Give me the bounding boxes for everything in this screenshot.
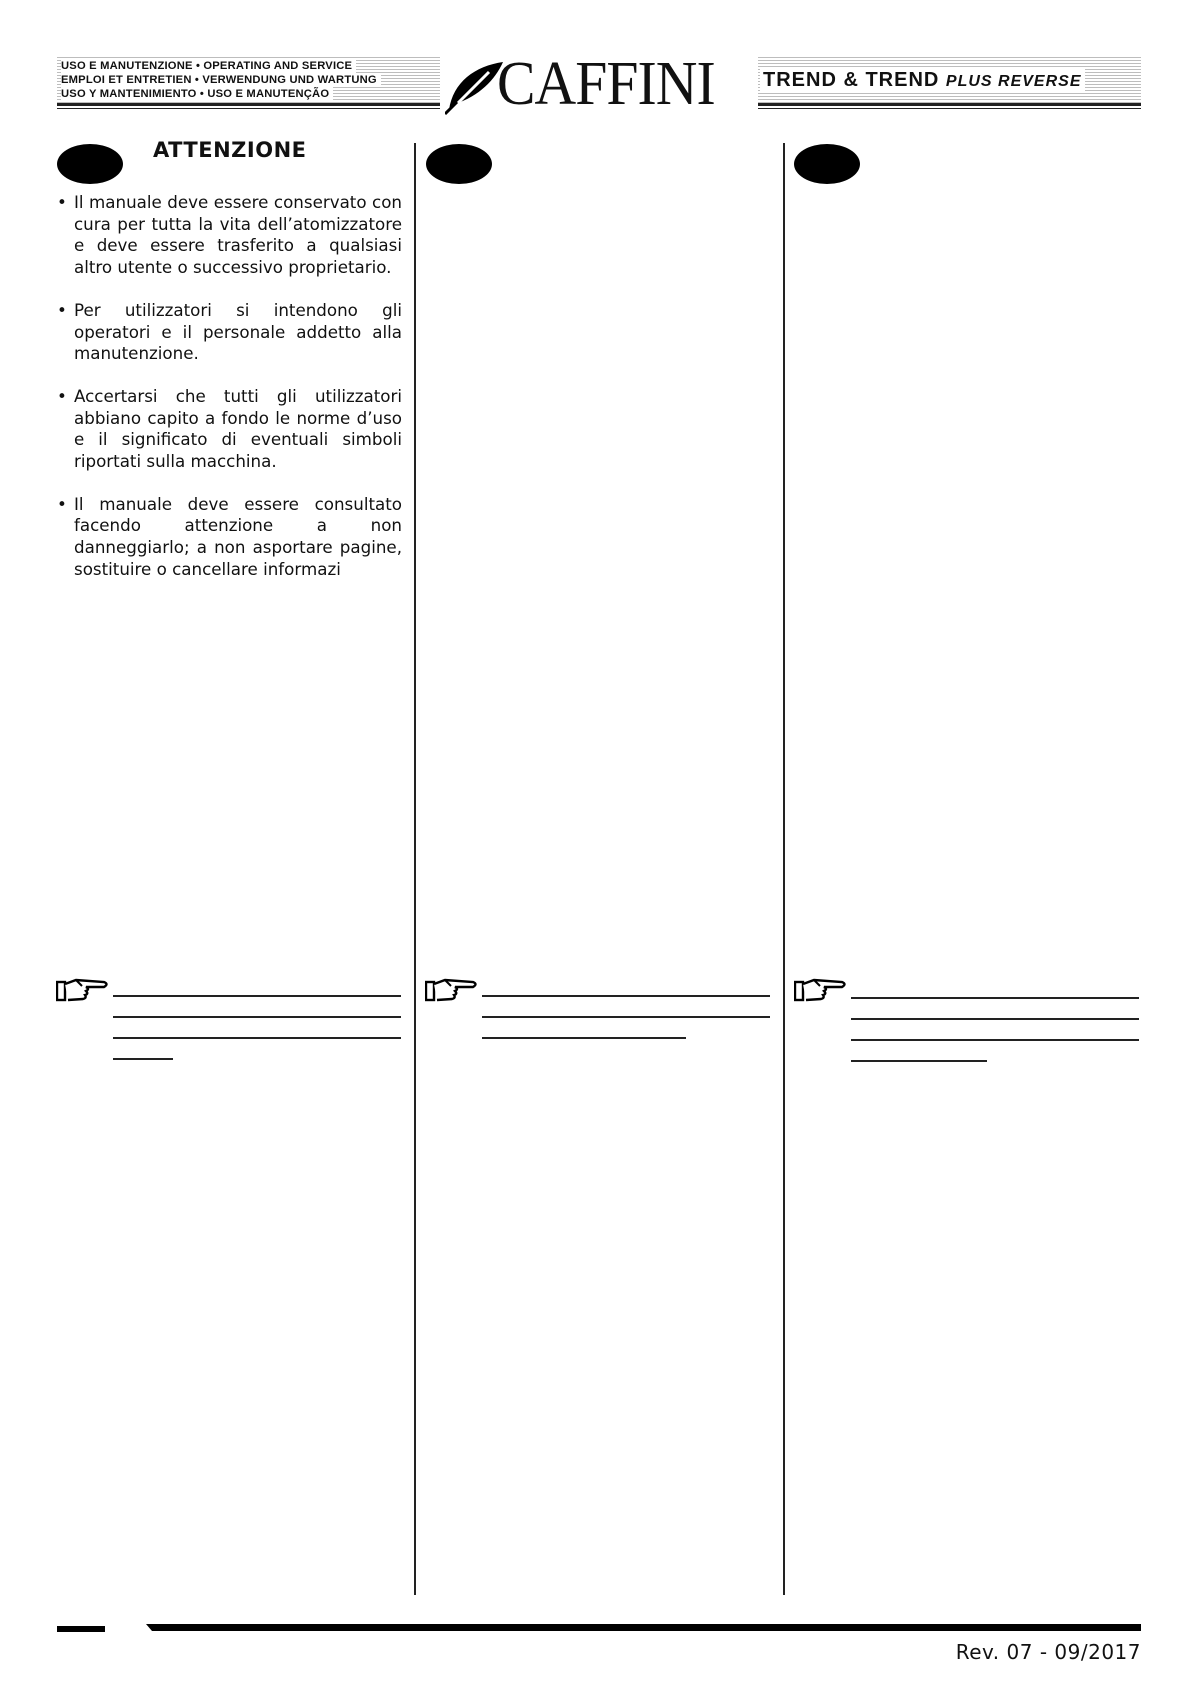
note-line: [851, 1060, 987, 1062]
note-line: [113, 1058, 173, 1060]
note-area: [425, 972, 772, 1092]
logo-wordmark: CAFFINI: [497, 50, 715, 118]
language-flag-icon: [426, 144, 492, 184]
note-line: [851, 997, 1139, 999]
pointing-hand-icon: [794, 976, 848, 1004]
product-name: TREND & TREND: [763, 69, 940, 91]
language-flag-icon: [57, 144, 123, 184]
bullet-list: [57, 192, 402, 602]
header-line-1: USO E MANUTENZIONE • OPERATING AND SERVICE: [61, 59, 356, 73]
header-line-3: USO Y MANTENIMIENTO • USO E MANUTENÇÃO: [61, 87, 333, 101]
note-line: [113, 1037, 401, 1039]
header-rule-thin: [57, 108, 440, 109]
note-line: [851, 1018, 1139, 1020]
caffini-logo: [445, 52, 755, 116]
pointing-hand-icon: [56, 976, 110, 1004]
list-item: • Il manuale deve essere consultato facendo attenzione a non danneggiarlo; a non asportare pagine, sostituire o cancellare informazi: [57, 494, 402, 581]
header-right-block: [758, 55, 1141, 111]
header-manual-titles: [61, 59, 381, 101]
note-area: [56, 972, 403, 1092]
note-line: [851, 1039, 1139, 1041]
note-line: [482, 1016, 770, 1018]
column-divider: [783, 143, 785, 1595]
leaf-icon: [445, 52, 505, 116]
list-item: • Per utilizzatori si intendono gli operatori e il personale addetto alla manutenzione.: [57, 300, 402, 365]
revision-label: Rev. 07 - 09/2017: [955, 1640, 1141, 1664]
header-rule: [758, 103, 1141, 106]
column-divider: [414, 143, 416, 1595]
language-flag-icon: [794, 144, 860, 184]
list-item: • Il manuale deve essere conservato con cura per tutta la vita dell’atomizzatore e deve essere trasferito a qualsiasi altro utente o successivo proprietario.: [57, 192, 402, 279]
pointing-hand-icon: [425, 976, 479, 1004]
note-line: [482, 1037, 686, 1039]
footer-bar-left: [57, 1626, 105, 1632]
list-item: • Accertarsi che tutti gli utilizzatori abbiano capito a fondo le norme d’uso e il significato di eventuali simboli riportati sulla macchina.: [57, 386, 402, 473]
product-title: [760, 69, 1085, 92]
header-left-block: [57, 55, 440, 111]
header-line-2: EMPLOI ET ENTRETIEN • VERWENDUNG UND WARTUNG: [61, 73, 381, 87]
footer-bar: [146, 1624, 1141, 1631]
header-rule: [57, 103, 440, 106]
note-line: [113, 1016, 401, 1018]
note-area: [794, 972, 1141, 1092]
product-suffix: PLUS REVERSE: [945, 73, 1082, 90]
header-rule-thin: [758, 108, 1141, 109]
section-heading: ATTENZIONE: [153, 138, 307, 162]
note-line: [482, 995, 770, 997]
note-line: [113, 995, 401, 997]
